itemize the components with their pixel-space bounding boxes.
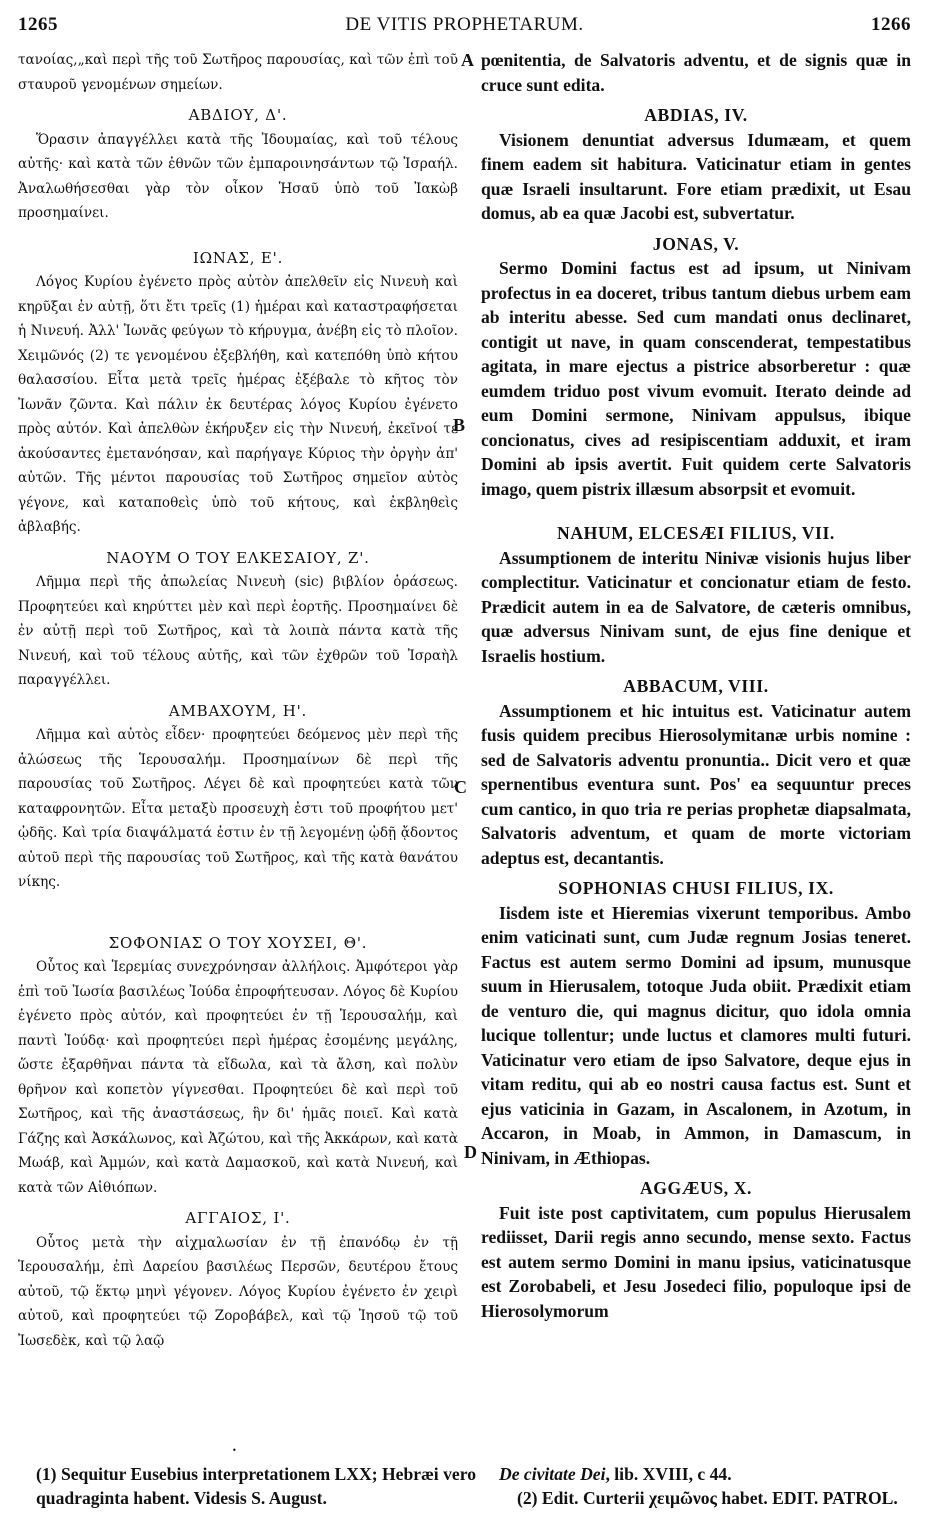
latin-heading-abbacum: ABBACUM, VIII. (623, 676, 769, 696)
footnote-separator: • (232, 1446, 237, 1455)
footnotes-right (499, 1462, 929, 1510)
margin-marker-c: C (454, 777, 467, 797)
latin-heading-sophonias: SOPHONIAS CHUSI FILIUS, IX. (558, 878, 834, 898)
footnote-2: (2) Edit. Curterii χειμῶνος habet. EDIT. PATROL. (517, 1488, 898, 1508)
greek-heading-jonas: ΙΩΝΑΣ, Ε'. (192, 248, 284, 267)
running-title: DE VITIS PROPHETARUM. (345, 14, 584, 35)
latin-text-jonas: Sermo Domini factus est ad ipsum, ut Ninivam profectus in ea doceret, tribus tantum diebus urbem eam ab interitu abesse. Sed cum mandati onus declinaret, contigit ut nave, in quam conscenderat, tempestatibus agitata, in mare ejectus a pistrice absorberetur : quæ eumdem triduo post vivum evomuit. Iterato deinde ad eum Domini sermone, Ninivam appulsus, ibique concionatus, cives ad resipiscentiam adduxit, et iram Domini ab ipsis avertit. Fuit quidem certe Salvatoris imago, quem pistrix illæsum absorpsit et evomuit. (481, 258, 911, 499)
greek-heading-aggaios: ΑΓΓΑΙΟΣ, Ι'. (185, 1209, 291, 1227)
footnote-1-continued (499, 1462, 929, 1486)
margin-marker-d: D (464, 1142, 477, 1162)
latin-text-aggaeus: Fuit iste post captivitatem, cum populus Hierusalem rediisset, Darii regis anno secundo, mense sexto. Factus est autem sermo Domini in manu ipsius, vaticinatusque est Zorobabeli, et Jesu Josedeci filio, populoque ipsi de Hierosolymorum (481, 1202, 911, 1321)
greek-text-naum: Λῆμμα περὶ τῆς ἀπωλείας Νινευὴ (sic) βιβλίον ὁράσεως. Προφητεύει καὶ κηρύττει μὲν καὶ περὶ ἑορτῆς. Προσημαίνει δὲ ἐν αὐτῇ περὶ τοῦ Σωτῆρος, καὶ τὰ λοιπὰ πάντα κατὰ τῆς Νινευή, καὶ τοῦ τέλους αὐτῆς, καὶ τῶν ἐχθρῶν τοῦ Ἰσραὴλ παραγγέλλει. (18, 574, 458, 688)
margin-marker-b: B (453, 415, 466, 435)
greek-text-sophonias: Οὗτος καὶ Ἱερεμίας συνεχρόνησαν ἀλλήλοις. Ἀμφότεροι γὰρ ἐπὶ τοῦ Ἰωσία βασιλέως Ἰούδα ἐπροφήτευσαν. Λόγος δὲ Κυρίου ἐγένετο πρὸς αὐτόν, καὶ προφητεύει ἐν τῇ Ἱερουσαλήμ, καὶ παντὶ Ἰούδᾳ· καὶ προφητεύει περὶ ἡμέρας ἐσομένης μεγάλης, ὥστε ἐξαρθῆναι πάντα τὰ εἴδωλα, καὶ τὰ ἄλση, καὶ πολὺν θρῆνον καὶ κοπετὸν γίγνεσθαι. Προφητεύει δὲ καὶ περὶ τοῦ Σωτῆρος, καὶ τῆς ἀναστάσεως, ἣν δι' ἡμᾶς ποιεῖ. Καὶ κατὰ Γάζης καὶ Ἀσκάλωνος, καὶ Ἀζώτου, καὶ τῆς Ἀκκάρων, καὶ κατὰ Μωάβ, καὶ Ἀμμών, καὶ κατὰ Δαμασκοῦ, καὶ κατὰ Νινευή, καὶ κατὰ τῶν Αἰθιόπων. (18, 959, 458, 1196)
running-head (18, 14, 911, 38)
latin-intro: pœnitentia, de Salvatoris adventu, et de signis quæ in cruce sunt edita. (481, 50, 911, 95)
latin-column (481, 48, 911, 1323)
greek-intro: τανοίας,„καὶ περὶ τῆς τοῦ Σωτῆρος παρουσίας, καὶ τῶν ἐπὶ τοῦ σταυροῦ γενομένων σημείων. (18, 52, 458, 93)
latin-text-abbacum: Assumptionem et hic intuitus est. Vaticinatur autem fusis quidem precibus Hierosolymitanæ urbis nomine : sed de Salvatoris adventu pronuntia.. Dicit vero et quæ spernentibus eventura sunt. Pos' ea sequuntur preces cum cantico, in quo tria re perias prophetæ diapsalmata, Salvatoris adventum, et quam de morte victoriam adeptus est, decantantis. (481, 700, 911, 868)
latin-text-abdias: Visionem denuntiat adversus Idumæam, et quem finem eadem sit habitura. Vaticinatur etiam in gentes quæ Israeli insultarunt. Fore etiam prædixit, ut Esau domus, ab ea quæ Jacobi est, subvertatur. (481, 129, 911, 223)
greek-heading-abdias: ΑΒΔΙΟΥ, Δ'. (188, 106, 288, 124)
latin-heading-aggaeus: AGGÆUS, X. (639, 1178, 753, 1198)
footnote-1: (1) Sequitur Eusebius interpretationem LXX; Hebræi vero quadraginta habent. Videsis S. August. (36, 1464, 476, 1508)
footnotes-left (36, 1462, 476, 1510)
latin-heading-jonas: JONAS, V. (652, 233, 740, 254)
greek-text-aggaios: Οὗτος μετὰ τὴν αἰχμαλωσίαν ἐν τῇ ἐπανόδῳ ἐν τῇ Ἱερουσαλήμ, ἐπὶ Δαρείου βασιλέως Περσῶν, δευτέρου ἔτους αὐτοῦ, τῷ ἕκτῳ μηνὶ γέγονεν. Λόγος Κυρίου ἐγένετο ἐν χειρὶ αὐτοῦ, καὶ προφητεύει τῷ Ζοροβάβελ, καὶ τῷ Ἰησοῦ τῷ τοῦ Ἰωσεδὲκ, καὶ τῷ λαῷ (18, 1234, 458, 1349)
page-number-right: 1266 (871, 14, 911, 35)
greek-text-jonas: Λόγος Κυρίου ἐγένετο πρὸς αὐτὸν ἀπελθεῖν εἰς Νινευὴ καὶ κηρῦξαι ἐν αὐτῇ, ὅτι ἔτι τρεῖς (1) ἡμέραι καὶ καταστραφήσεται ἡ Νινευή. Ἀλλ' Ἰωνᾶς φεύγων τὸ κήρυγμα, ἀνέβη εἰς τὸ πλοῖον. Χειμῶνός (2) τε γενομένου ἐξεβλήθη, καὶ κατεπόθη ὑπὸ κήτου θαλασσίου. Εἶτα μετὰ τρεῖς ἡμέρας ἐξέβαλε τὸ κῆτος τὸν Ἰωνᾶν ζῶντα. Καὶ πάλιν ἐκ δευτέρας λόγος Κυρίου ἐγένετο πρὸς αὐτόν. Καὶ ἀπελθὼν ἐκήρυξεν εἰς τὴν Νινευή, ἐκεῖνοί τε ἀκούσαντες ἐμετανόησαν, καὶ παρήγαγε Κύριος τὴν ὀργὴν ἀπ' αὐτῶν. Τῆς μέντοι παρουσίας τοῦ Σωτῆρος σημεῖον αὐτὸς γέγονε, καὶ καταποθεὶς ὑπὸ τοῦ κήτους, καὶ ἐκβληθεὶς ἀβλαβής. (18, 274, 458, 535)
margin-marker-a: A (461, 50, 474, 70)
page-number-left: 1265 (18, 14, 58, 35)
latin-heading-nahum: NAHUM, ELCESÆI FILIUS, VII. (557, 523, 835, 543)
greek-heading-sophonias: ΣΟΦΟΝΙΑΣ Ο ΤΟΥ ΧΟΥΣΕΙ, Θ'. (108, 933, 368, 952)
greek-column (18, 48, 458, 1353)
latin-text-nahum: Assumptionem de interitu Ninivæ visionis hujus liber complectitur. Vaticinatur et concionatur etiam de festo. Prædicit autem in ea de Salvatore, de cæteris omnibus, quæ adversus Ninivam sunt, de ejus fine denique et Israelis hostium. (481, 547, 911, 666)
latin-heading-abdias: ABDIAS, IV. (644, 105, 748, 125)
greek-text-abdias: Ὅρασιν ἀπαγγέλλει κατὰ τῆς Ἰδουμαίας, καὶ τοῦ τέλους αὐτῆς· καὶ κατὰ τῶν ἐθνῶν τῶν ἐμπαροινησάντων τῷ Ἰσραήλ. Ἀναλωθήσεσθαι γὰρ τὸν οἶκον Ἡσαῦ ὑπὸ τοῦ Ἰακὼβ προσημαίνει. (18, 131, 458, 221)
footnote-work-title: De civitate Dei (499, 1464, 606, 1484)
greek-heading-ambakoum: ΑΜΒΑΧΟΥΜ, Η'. (168, 701, 308, 720)
footnote-citation: , lib. XVIII, c 44. (605, 1464, 732, 1484)
greek-heading-naum: ΝΑΟΥΜ Ο ΤΟΥ ΕΛΚΕΣΑΙΟΥ, Ζ'. (106, 548, 370, 567)
latin-text-sophonias: Iisdem iste et Hieremias vixerunt temporibus. Ambo enim vaticinati sunt, cum Judæ regnum Josias teneret. Factus est autem sermo Domini ad ipsum, munusque suum in Hierusalem, totoque Juda obiit. Prædixit etiam de venturo die, qui magnus dicitur, quo idola omnia lucique tollentur; unde luctus et clamores multi futuri. Vaticinatur vero etiam de ipso Salvatore, deque ejus in vitam reditu, qui ab eo nostri causa factus est. Sunt et ejus vaticinia in Gazam, in Ascalonem, in Azotum, in Accaron, in Moab, in Ammon, in Damascum, in Ninivam, in Æthiopas. (481, 902, 911, 1168)
greek-text-ambakoum: Λῆμμα καὶ αὐτὸς εἶδεν· προφητεύει δεόμενος μὲν περὶ τῆς ἁλώσεως τῆς Ἱερουσαλήμ. Προσημαίνων δὲ περὶ τῆς παρουσίας τοῦ Σωτῆρος. Λέγει δὲ καὶ προφητεύει κατὰ τῶν καταφρονητῶν. Εἶτα μεταξὺ προσευχὴ ἐστι τοῦ προφήτου μετ' ᾠδῆς. Καὶ τρία διαψάλματά ἐστιν ἐν τῇ λεγομένῃ ᾠδῇ ᾄδοντος αὐτοῦ περὶ τῆς παρουσίας τοῦ Σωτῆρος, καὶ τῆς κατὰ θανάτου νίκης. (18, 727, 458, 890)
